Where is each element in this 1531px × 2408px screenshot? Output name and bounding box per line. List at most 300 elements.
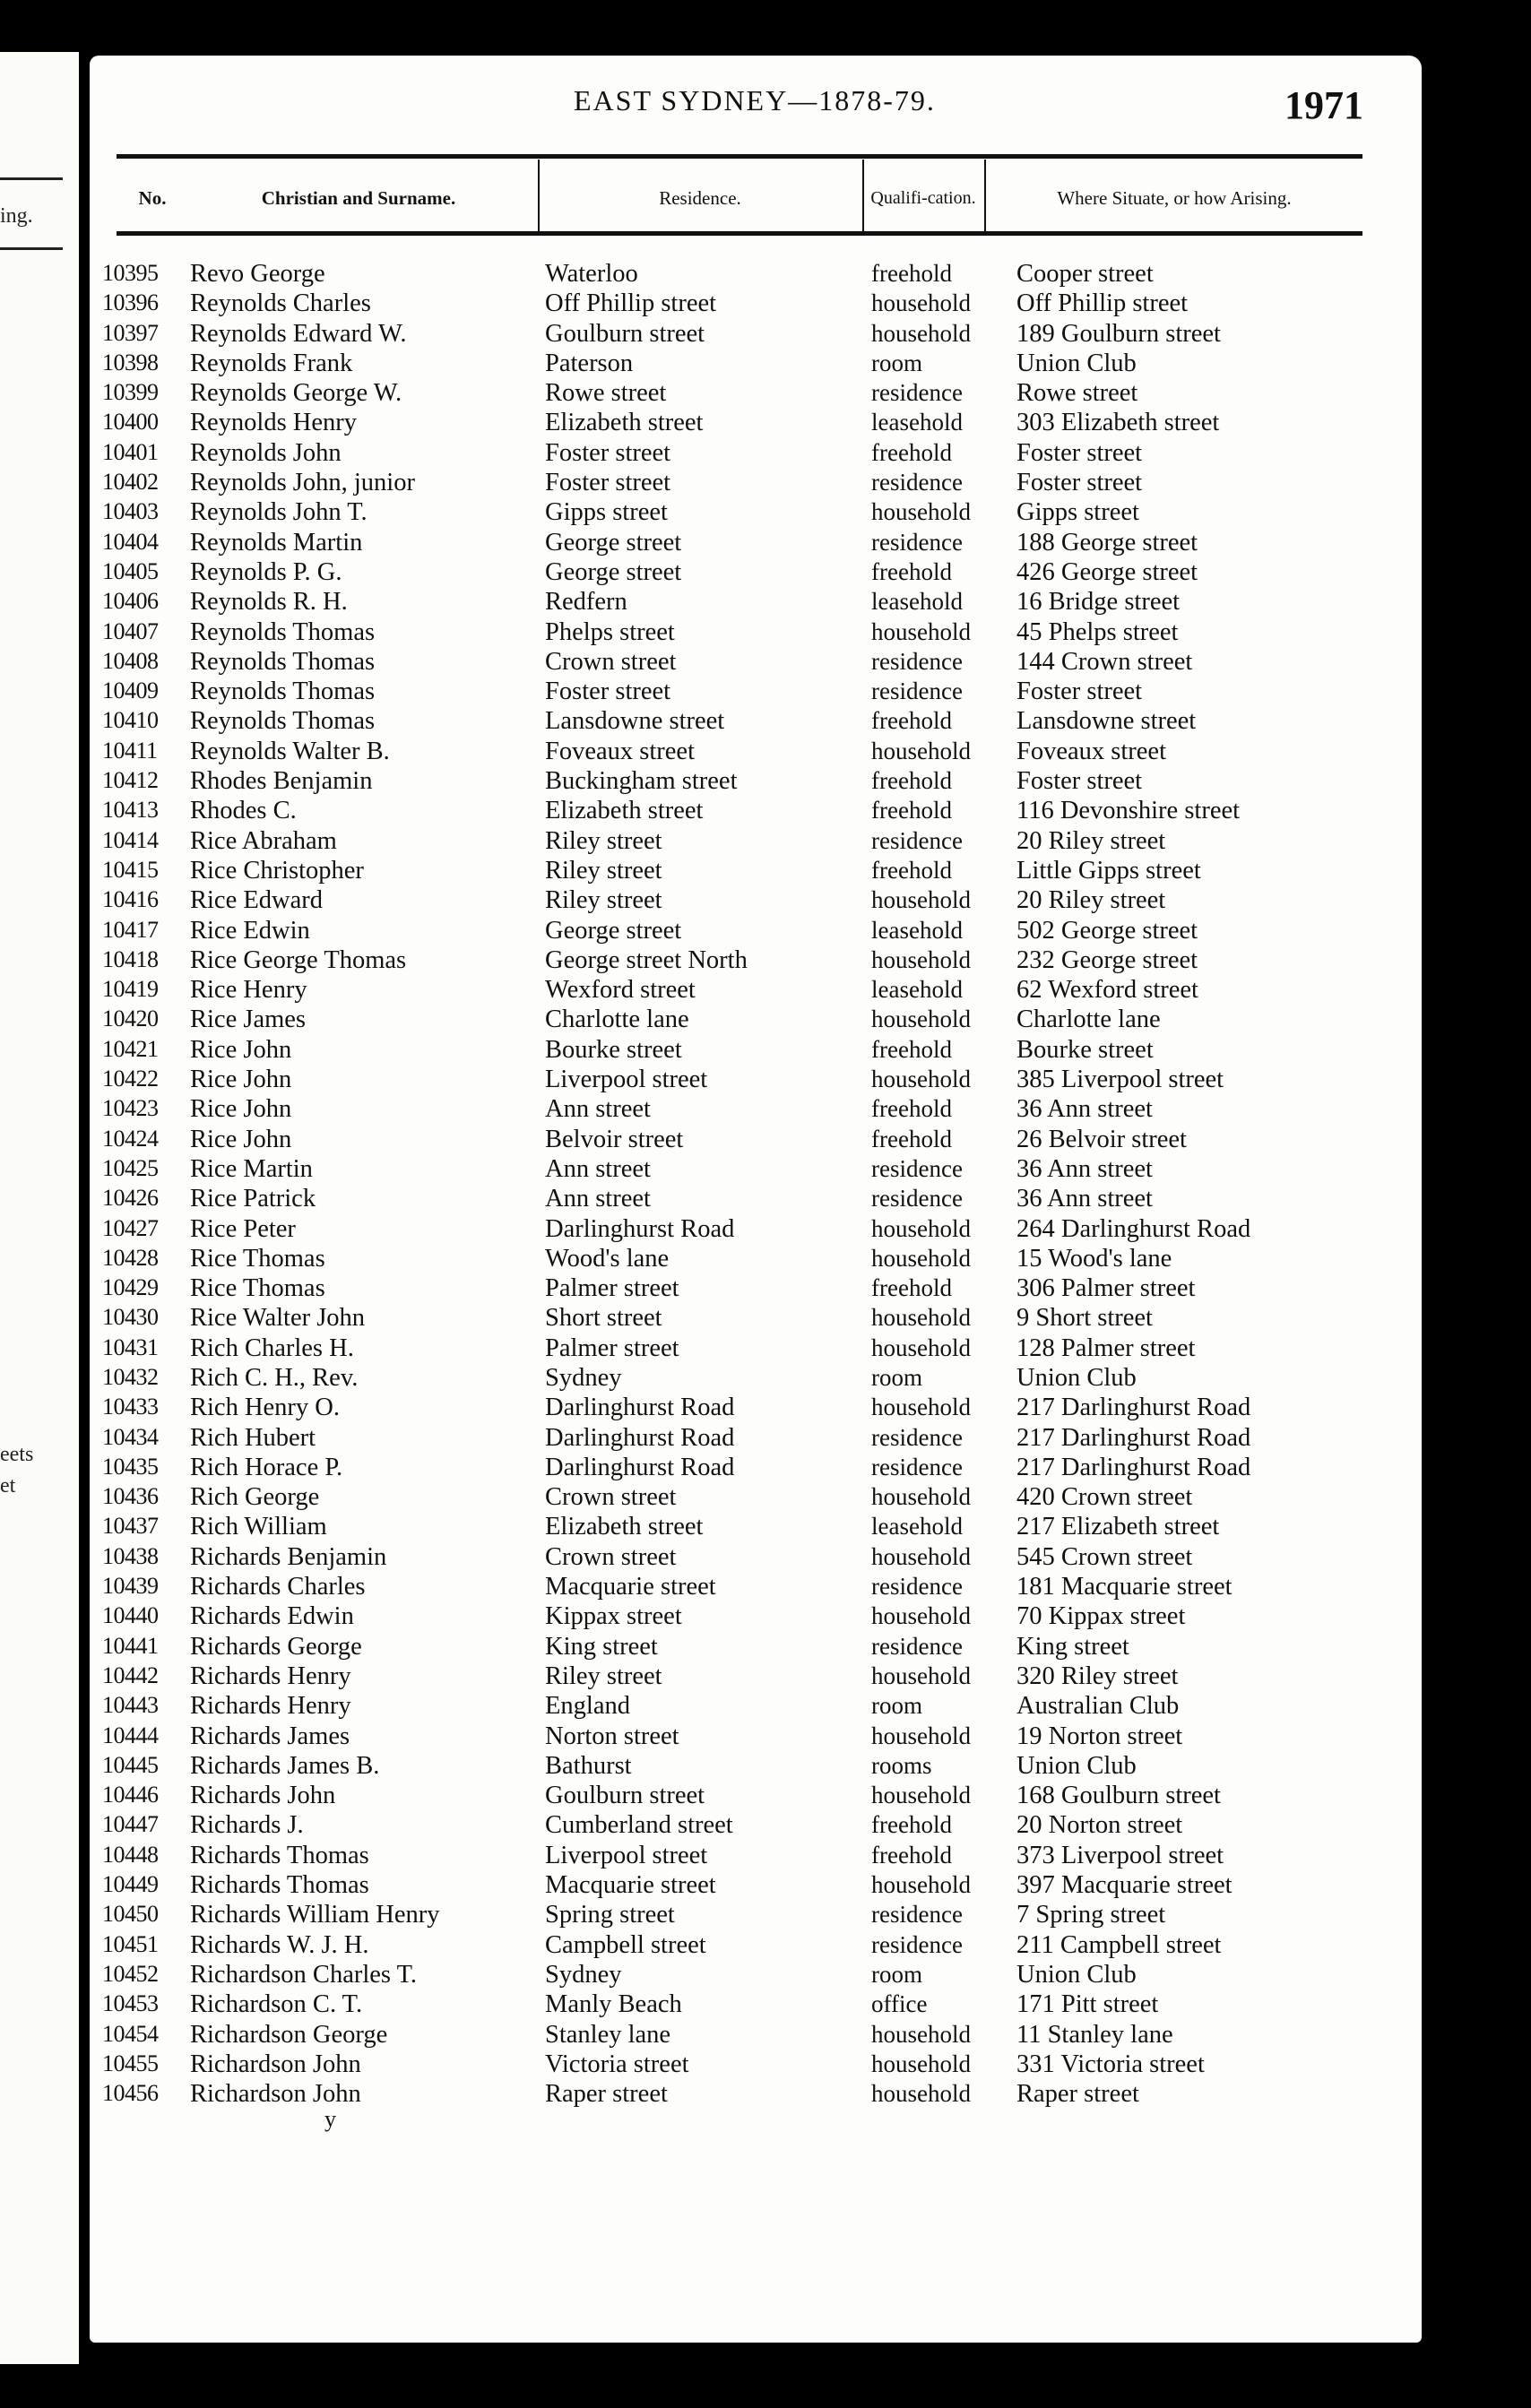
table-row (90, 1811, 1422, 1841)
entry-where: 7 Spring street (1016, 1901, 1166, 1929)
entry-name: Rice Abraham (190, 826, 337, 855)
entry-name: Reynolds Thomas (190, 617, 376, 646)
table-row (90, 1364, 1422, 1394)
entry-number: 10424 (102, 1125, 159, 1152)
entry-residence: Crown street (545, 1542, 677, 1571)
column-header-qualification: Qualifi-cation. (870, 187, 976, 208)
entry-number: 10422 (102, 1066, 159, 1092)
entry-name: Reynolds Thomas (190, 678, 376, 706)
entry-residence: Sydney (545, 1960, 622, 1989)
entry-qualification: room (871, 1692, 922, 1720)
entry-number: 10453 (102, 1990, 159, 2017)
entry-name: Rice James (190, 1005, 307, 1034)
entry-name: Richardson C. T. (190, 1990, 363, 2019)
entry-name: Rice John (190, 1066, 292, 1094)
entry-residence: Ann street (545, 1185, 651, 1213)
entry-residence: Liverpool street (545, 1841, 708, 1869)
entry-residence: England (545, 1692, 630, 1721)
table-row (90, 469, 1422, 498)
entry-name: Rhodes C. (190, 797, 297, 825)
entry-name: Rice Thomas (190, 1274, 325, 1303)
entry-name: Richards Charles (190, 1573, 366, 1601)
entry-qualification: residence (871, 379, 963, 407)
entry-where: Charlotte lane (1016, 1005, 1161, 1034)
entry-name: Rich William (190, 1513, 327, 1541)
entry-residence: George street (545, 528, 682, 557)
entry-number: 10452 (102, 1960, 159, 1987)
entry-number: 10406 (102, 588, 159, 615)
entry-residence: Lansdowne street (545, 707, 725, 736)
entry-qualification: household (871, 1005, 971, 1033)
entry-qualification: household (871, 1722, 971, 1749)
entry-qualification: household (871, 737, 971, 764)
entry-number: 10448 (102, 1841, 159, 1868)
entry-where: 545 Crown street (1016, 1542, 1193, 1571)
entry-qualification: household (871, 1483, 971, 1511)
entry-where: 9 Short street (1016, 1304, 1153, 1333)
entry-where: Foster street (1016, 438, 1143, 467)
entry-residence: Campbell street (545, 1930, 706, 1959)
entry-qualification: residence (871, 1154, 963, 1182)
table-row (90, 1722, 1422, 1752)
entry-where: 232 George street (1016, 945, 1198, 974)
table-row (90, 1245, 1422, 1274)
entry-where: 502 George street (1016, 916, 1198, 945)
table-row (90, 2050, 1422, 2080)
table-row (90, 767, 1422, 797)
table-row (90, 350, 1422, 379)
table-row (90, 1334, 1422, 1364)
entry-where: 217 Darlinghurst Road (1016, 1453, 1251, 1481)
entry-qualification: household (871, 1871, 971, 1899)
entry-where: 70 Kippax street (1016, 1602, 1186, 1631)
entry-qualification: household (871, 886, 971, 914)
entry-residence: Crown street (545, 647, 677, 676)
page-number: 1971 (1284, 83, 1363, 127)
entry-name: Rich Charles H. (190, 1333, 354, 1362)
entry-where: Little Gipps street (1016, 856, 1201, 885)
entry-number: 10407 (102, 617, 159, 644)
entry-where: 19 Norton street (1016, 1722, 1183, 1750)
entry-name: Reynolds Thomas (190, 647, 376, 676)
entry-name: Rice Edward (190, 886, 323, 915)
table-row (90, 1304, 1422, 1333)
entry-qualification: household (871, 1244, 971, 1272)
table-row (90, 1931, 1422, 1961)
table-row (90, 1633, 1422, 1662)
table-row (90, 2080, 1422, 2110)
table-row (90, 1454, 1422, 1483)
table-row (90, 917, 1422, 946)
entry-number: 10446 (102, 1782, 159, 1808)
entry-residence: Foster street (545, 438, 671, 467)
entry-residence: Stanley lane (545, 2020, 671, 2049)
entry-residence: Liverpool street (545, 1066, 708, 1094)
entry-where: Rowe street (1016, 379, 1138, 408)
entry-where: 36 Ann street (1016, 1154, 1153, 1183)
entry-number: 10426 (102, 1185, 159, 1212)
table-row (90, 1752, 1422, 1782)
entry-name: Reynolds Edward W. (190, 319, 407, 348)
entry-where: Gipps street (1016, 498, 1139, 527)
entry-where: 11 Stanley lane (1016, 2020, 1173, 2049)
entry-qualification: leasehold (871, 976, 963, 1004)
entry-name: Richards James (190, 1722, 350, 1750)
entry-number: 10398 (102, 349, 159, 375)
entry-qualification: leasehold (871, 916, 963, 944)
entry-residence: Sydney (545, 1363, 622, 1392)
entry-qualification: household (871, 498, 971, 526)
entry-where: 20 Riley street (1016, 826, 1166, 855)
entry-residence: Manly Beach (545, 1990, 682, 2019)
entry-where: Union Club (1016, 1363, 1137, 1392)
entry-qualification: household (871, 289, 971, 317)
entry-number: 10451 (102, 1930, 159, 1957)
entry-number: 10432 (102, 1363, 159, 1390)
entry-residence: Riley street (545, 856, 662, 885)
entry-residence: Elizabeth street (545, 1513, 704, 1541)
entry-residence: Darlinghurst Road (545, 1214, 735, 1243)
entry-qualification: household (871, 617, 971, 645)
entry-qualification: room (871, 349, 922, 376)
entry-name: Richardson John (190, 2050, 361, 2078)
entry-name: Rich C. H., Rev. (190, 1363, 359, 1392)
entry-number: 10408 (102, 647, 159, 674)
entry-where: 36 Ann street (1016, 1185, 1153, 1213)
table-row (90, 1513, 1422, 1542)
entry-where: 144 Crown street (1016, 647, 1193, 676)
entry-name: Rich Henry O. (190, 1394, 341, 1422)
entry-where: 20 Riley street (1016, 886, 1166, 915)
entry-where: 397 Macquarie street (1016, 1871, 1233, 1900)
entry-qualification: household (871, 1066, 971, 1093)
table-row (90, 289, 1422, 319)
entry-number: 10416 (102, 886, 159, 913)
entry-name: Richards Benjamin (190, 1542, 387, 1571)
table-row (90, 1126, 1422, 1155)
table-row (90, 1483, 1422, 1513)
entry-qualification: freehold (871, 1035, 952, 1063)
entry-where: 303 Elizabeth street (1016, 409, 1220, 437)
entry-number: 10428 (102, 1244, 159, 1271)
entry-qualification: residence (871, 1930, 963, 1958)
entry-qualification: residence (871, 1185, 963, 1213)
table-row (90, 797, 1422, 826)
entry-name: Richards Henry (190, 1692, 351, 1721)
entry-name: Richardson George (190, 2020, 388, 2049)
entry-qualification: household (871, 945, 971, 973)
table-row (90, 1155, 1422, 1185)
entry-number: 10412 (102, 767, 159, 794)
entry-residence: Cumberland street (545, 1811, 733, 1840)
entry-name: Richards Henry (190, 1661, 351, 1690)
entry-residence: Riley street (545, 1661, 662, 1690)
table-row (90, 1782, 1422, 1811)
entry-residence: Foster street (545, 678, 671, 706)
column-header-where: Where Situate, or how Arising. (1057, 186, 1292, 209)
entry-residence: Charlotte lane (545, 1005, 689, 1034)
entry-number: 10409 (102, 678, 159, 704)
entry-number: 10417 (102, 916, 159, 943)
entry-number: 10400 (102, 409, 159, 436)
entry-name: Rhodes Benjamin (190, 767, 373, 796)
entry-number: 10430 (102, 1304, 159, 1331)
entry-residence: Raper street (545, 2080, 668, 2109)
entry-residence: Bourke street (545, 1035, 682, 1064)
entry-residence: Riley street (545, 886, 662, 915)
entry-name: Reynolds P. G. (190, 557, 342, 586)
entry-number: 10423 (102, 1095, 159, 1122)
entry-residence: Darlinghurst Road (545, 1394, 735, 1422)
entry-qualification: leasehold (871, 409, 963, 436)
entry-name: Reynolds Thomas (190, 707, 376, 736)
entry-where: Off Phillip street (1016, 289, 1189, 318)
entry-number: 10455 (102, 2050, 159, 2076)
entry-where: Cooper street (1016, 260, 1154, 288)
entry-residence: Off Phillip street (545, 289, 717, 318)
entry-where: 26 Belvoir street (1016, 1125, 1187, 1153)
entry-where: Foster street (1016, 678, 1143, 706)
table-row (90, 379, 1422, 409)
prev-page-rule (0, 247, 63, 250)
entry-residence: Kippax street (545, 1602, 682, 1631)
entry-number: 10403 (102, 498, 159, 525)
entry-where: 373 Liverpool street (1016, 1841, 1224, 1869)
entry-residence: Elizabeth street (545, 797, 704, 825)
entry-name: Richards Thomas (190, 1871, 369, 1900)
entry-where: 189 Goulburn street (1016, 319, 1221, 348)
entry-number: 10420 (102, 1005, 159, 1032)
entry-residence: Ann street (545, 1154, 651, 1183)
entry-name: Rice John (190, 1035, 292, 1064)
entry-number: 10396 (102, 289, 159, 316)
entry-name: Richards James B. (190, 1751, 380, 1780)
entry-residence: Elizabeth street (545, 409, 704, 437)
table-row (90, 976, 1422, 1005)
entry-number: 10440 (102, 1602, 159, 1629)
entry-number: 10439 (102, 1573, 159, 1600)
entry-residence: Waterloo (545, 260, 638, 288)
entry-name: Rice John (190, 1095, 292, 1124)
entry-name: Richards J. (190, 1811, 304, 1840)
table-row (90, 529, 1422, 558)
entry-number: 10397 (102, 319, 159, 346)
entry-residence: Macquarie street (545, 1573, 716, 1601)
entry-qualification: residence (871, 826, 963, 854)
table-row (90, 648, 1422, 678)
entry-where: 116 Devonshire street (1016, 797, 1241, 825)
entry-name: Rice Peter (190, 1214, 296, 1243)
entry-qualification: household (871, 1333, 971, 1361)
table-row (90, 1005, 1422, 1035)
entry-where: Union Club (1016, 1960, 1137, 1989)
table-row (90, 1095, 1422, 1125)
entry-name: Reynolds George W. (190, 379, 402, 408)
entry-where: Foster street (1016, 469, 1143, 497)
table-row (90, 1990, 1422, 2020)
entry-number: 10425 (102, 1154, 159, 1181)
entry-where: 217 Darlinghurst Road (1016, 1423, 1251, 1452)
prev-page-fragment: et (0, 1474, 16, 1497)
entry-name: Richardson John (190, 2080, 361, 2109)
entry-qualification: household (871, 1661, 971, 1689)
entry-where: Union Club (1016, 1751, 1137, 1780)
table-row (90, 1274, 1422, 1304)
table-row (90, 1394, 1422, 1423)
entry-number: 10405 (102, 557, 159, 584)
entry-number: 10441 (102, 1632, 159, 1659)
entry-residence: Short street (545, 1304, 662, 1333)
entry-residence: Foster street (545, 469, 671, 497)
table-row (90, 260, 1422, 289)
table-row (90, 1185, 1422, 1214)
entry-where: 181 Macquarie street (1016, 1573, 1233, 1601)
entry-residence: Redfern (545, 588, 627, 617)
entry-name: Reynolds John T. (190, 498, 368, 527)
footer-mark: y (324, 2106, 336, 2132)
entry-residence: Rowe street (545, 379, 667, 408)
entry-qualification: room (871, 1363, 922, 1391)
entry-where: Union Club (1016, 349, 1137, 377)
entry-qualification: freehold (871, 797, 952, 824)
entry-name: Reynolds Walter B. (190, 737, 390, 765)
entry-residence: George street (545, 916, 682, 945)
entry-qualification: household (871, 1782, 971, 1809)
entry-where: 420 Crown street (1016, 1483, 1193, 1512)
entry-qualification: household (871, 1394, 971, 1421)
prev-page-fragment: eets (0, 1443, 34, 1466)
entry-residence: Macquarie street (545, 1871, 716, 1900)
entry-qualification: residence (871, 469, 963, 496)
entry-qualification: freehold (871, 260, 952, 287)
entry-qualification: freehold (871, 1811, 952, 1839)
entry-number: 10421 (102, 1035, 159, 1062)
entry-qualification: household (871, 1542, 971, 1570)
entry-name: Rice Edwin (190, 916, 310, 945)
entry-where: Lansdowne street (1016, 707, 1197, 736)
entry-name: Reynolds Martin (190, 528, 363, 557)
entry-residence: Ann street (545, 1095, 651, 1124)
entry-residence: Norton street (545, 1722, 679, 1750)
table-row (90, 1692, 1422, 1722)
entry-number: 10442 (102, 1661, 159, 1688)
table-row (90, 439, 1422, 469)
entry-qualification: freehold (871, 1841, 952, 1869)
entry-residence: Goulburn street (545, 1782, 705, 1810)
entry-where: 36 Ann street (1016, 1095, 1153, 1124)
entry-where: 171 Pitt street (1016, 1990, 1159, 2019)
entry-residence: Goulburn street (545, 319, 705, 348)
entry-residence: Victoria street (545, 2050, 689, 2078)
entry-number: 10456 (102, 2080, 159, 2107)
entry-residence: Crown street (545, 1483, 677, 1512)
table-row (90, 1901, 1422, 1930)
entry-where: 264 Darlinghurst Road (1016, 1214, 1251, 1243)
entry-name: Rich George (190, 1483, 320, 1512)
entry-residence: Belvoir street (545, 1125, 684, 1153)
entry-name: Richards John (190, 1782, 336, 1810)
table-row (90, 1602, 1422, 1632)
entry-name: Reynolds John (190, 438, 342, 467)
entry-number: 10443 (102, 1692, 159, 1719)
prev-page-rule (0, 177, 63, 180)
entry-qualification: household (871, 1214, 971, 1242)
entry-qualification: freehold (871, 707, 952, 735)
entry-qualification: freehold (871, 438, 952, 466)
entry-name: Reynolds Charles (190, 289, 371, 318)
entry-residence: Wexford street (545, 976, 696, 1005)
entry-residence: Wood's lane (545, 1244, 670, 1273)
entry-number: 10444 (102, 1722, 159, 1748)
entry-residence: Gipps street (545, 498, 668, 527)
entry-where: 211 Campbell street (1016, 1930, 1222, 1959)
entry-number: 10418 (102, 945, 159, 972)
entry-number: 10395 (102, 260, 159, 286)
entry-number: 10434 (102, 1423, 159, 1450)
column-header-residence: Residence. (659, 186, 741, 209)
header-bottom-rule (117, 231, 1362, 236)
entry-number: 10401 (102, 438, 159, 465)
entry-name: Rice Thomas (190, 1244, 325, 1273)
entry-residence: Paterson (545, 349, 634, 377)
entry-name: Rice Martin (190, 1154, 313, 1183)
entry-qualification: household (871, 2020, 971, 2048)
entry-name: Reynolds Henry (190, 409, 358, 437)
entry-qualification: household (871, 2050, 971, 2077)
table-row (90, 588, 1422, 617)
entry-where: 62 Wexford street (1016, 976, 1198, 1005)
entry-qualification: residence (871, 1573, 963, 1601)
entry-qualification: residence (871, 678, 963, 705)
table-row (90, 946, 1422, 976)
entry-number: 10450 (102, 1901, 159, 1928)
table-row (90, 1424, 1422, 1454)
entry-where: 45 Phelps street (1016, 617, 1179, 646)
table-row (90, 1842, 1422, 1871)
entry-qualification: residence (871, 647, 963, 675)
entry-where: Australian Club (1016, 1692, 1180, 1721)
entry-where: Foster street (1016, 767, 1143, 796)
entry-number: 10431 (102, 1333, 159, 1360)
entry-qualification: room (871, 1960, 922, 1988)
entry-number: 10438 (102, 1542, 159, 1569)
table-row (90, 1036, 1422, 1066)
table-row (90, 1543, 1422, 1573)
entry-qualification: household (871, 319, 971, 347)
entry-name: Richards W. J. H. (190, 1930, 369, 1959)
entry-number: 10445 (102, 1751, 159, 1778)
entry-where: 16 Bridge street (1016, 588, 1181, 617)
entry-name: Rice Henry (190, 976, 307, 1005)
register-page (90, 56, 1422, 2343)
entry-name: Richards William Henry (190, 1901, 440, 1929)
entry-qualification: freehold (871, 767, 952, 795)
column-header-name: Christian and Surname. (261, 186, 456, 209)
entry-number: 10436 (102, 1483, 159, 1510)
entry-qualification: household (871, 2080, 971, 2108)
entry-where: 15 Wood's lane (1016, 1244, 1172, 1273)
entry-residence: Buckingham street (545, 767, 738, 796)
entry-number: 10437 (102, 1513, 159, 1540)
entry-number: 10449 (102, 1871, 159, 1898)
entry-name: Rice Christopher (190, 856, 364, 885)
entry-residence: George street North (545, 945, 748, 974)
table-row (90, 678, 1422, 707)
entry-qualification: freehold (871, 1274, 952, 1302)
previous-page-edge (0, 52, 79, 2364)
entry-number: 10454 (102, 2020, 159, 2047)
entry-number: 10429 (102, 1274, 159, 1301)
